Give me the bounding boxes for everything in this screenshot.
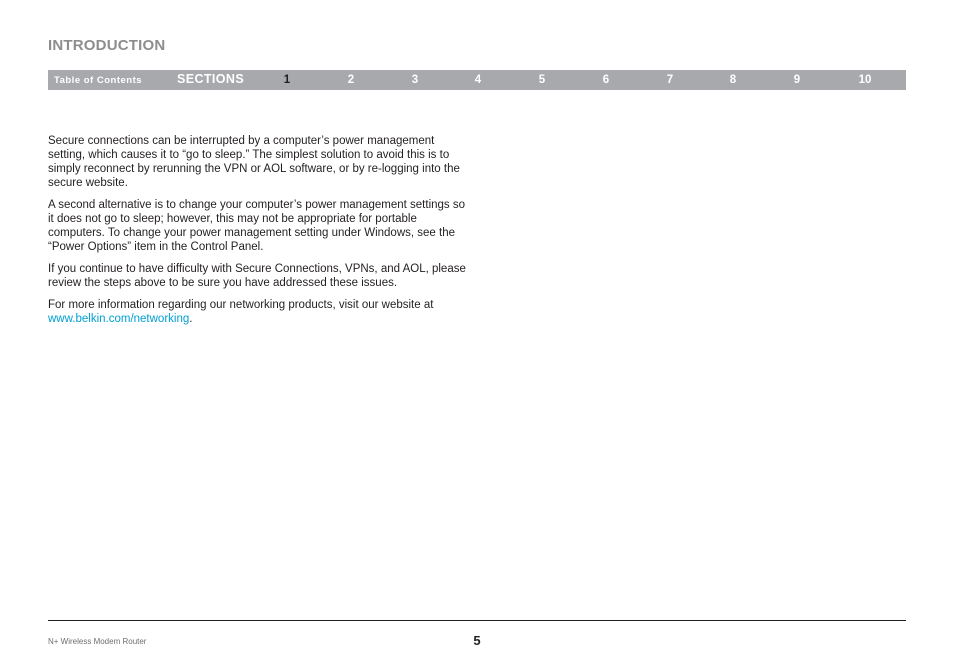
- more-info-text: For more information regarding our networking products, visit our website at: [48, 299, 434, 311]
- section-link-9[interactable]: 9: [793, 74, 801, 86]
- more-info-period: .: [189, 313, 193, 325]
- section-link-3[interactable]: 3: [411, 74, 419, 86]
- footer-product-name: N+ Wireless Modem Router: [48, 637, 147, 646]
- section-link-8[interactable]: 8: [729, 74, 737, 86]
- section-link-4[interactable]: 4: [474, 74, 482, 86]
- page-number: 5: [473, 633, 481, 648]
- section-link-7[interactable]: 7: [666, 74, 674, 86]
- paragraph-continued-difficulty: If you continue to have difficulty with Secure Connections, VPNs, and AOL, please review the steps above to be sure you have addressed these issues.: [48, 263, 466, 289]
- page-heading: INTRODUCTION: [48, 37, 166, 54]
- paragraph-power-management: A second alternative is to change your computer’s power management settings so it does not go to sleep; however, this may not be appropriate for portable computers. To change your power management setting under Windows, see the “Power Options” item in the Control Panel.: [48, 199, 466, 253]
- paragraph-sleep-interruption: Secure connections can be interrupted by a computer’s power management setting, which causes it to “go to sleep.” The simplest solution to avoid this is to simply reconnect by rerunning the VPN or AOL software, or by re-logging into the secure website.: [48, 135, 460, 189]
- table-of-contents-link[interactable]: Table of Contents: [54, 75, 143, 86]
- section-link-10[interactable]: 10: [858, 74, 872, 86]
- sections-label: SECTIONS: [177, 72, 245, 86]
- footer-divider: [48, 620, 906, 621]
- paragraph-more-info: [48, 298, 468, 326]
- section-nav-bar: [48, 70, 906, 90]
- belkin-networking-link[interactable]: www.belkin.com/networking: [48, 313, 190, 325]
- section-link-1[interactable]: 1: [283, 74, 291, 86]
- body-text: [48, 134, 468, 334]
- section-link-5[interactable]: 5: [538, 74, 546, 86]
- section-link-6[interactable]: 6: [602, 74, 610, 86]
- section-link-2[interactable]: 2: [347, 74, 355, 86]
